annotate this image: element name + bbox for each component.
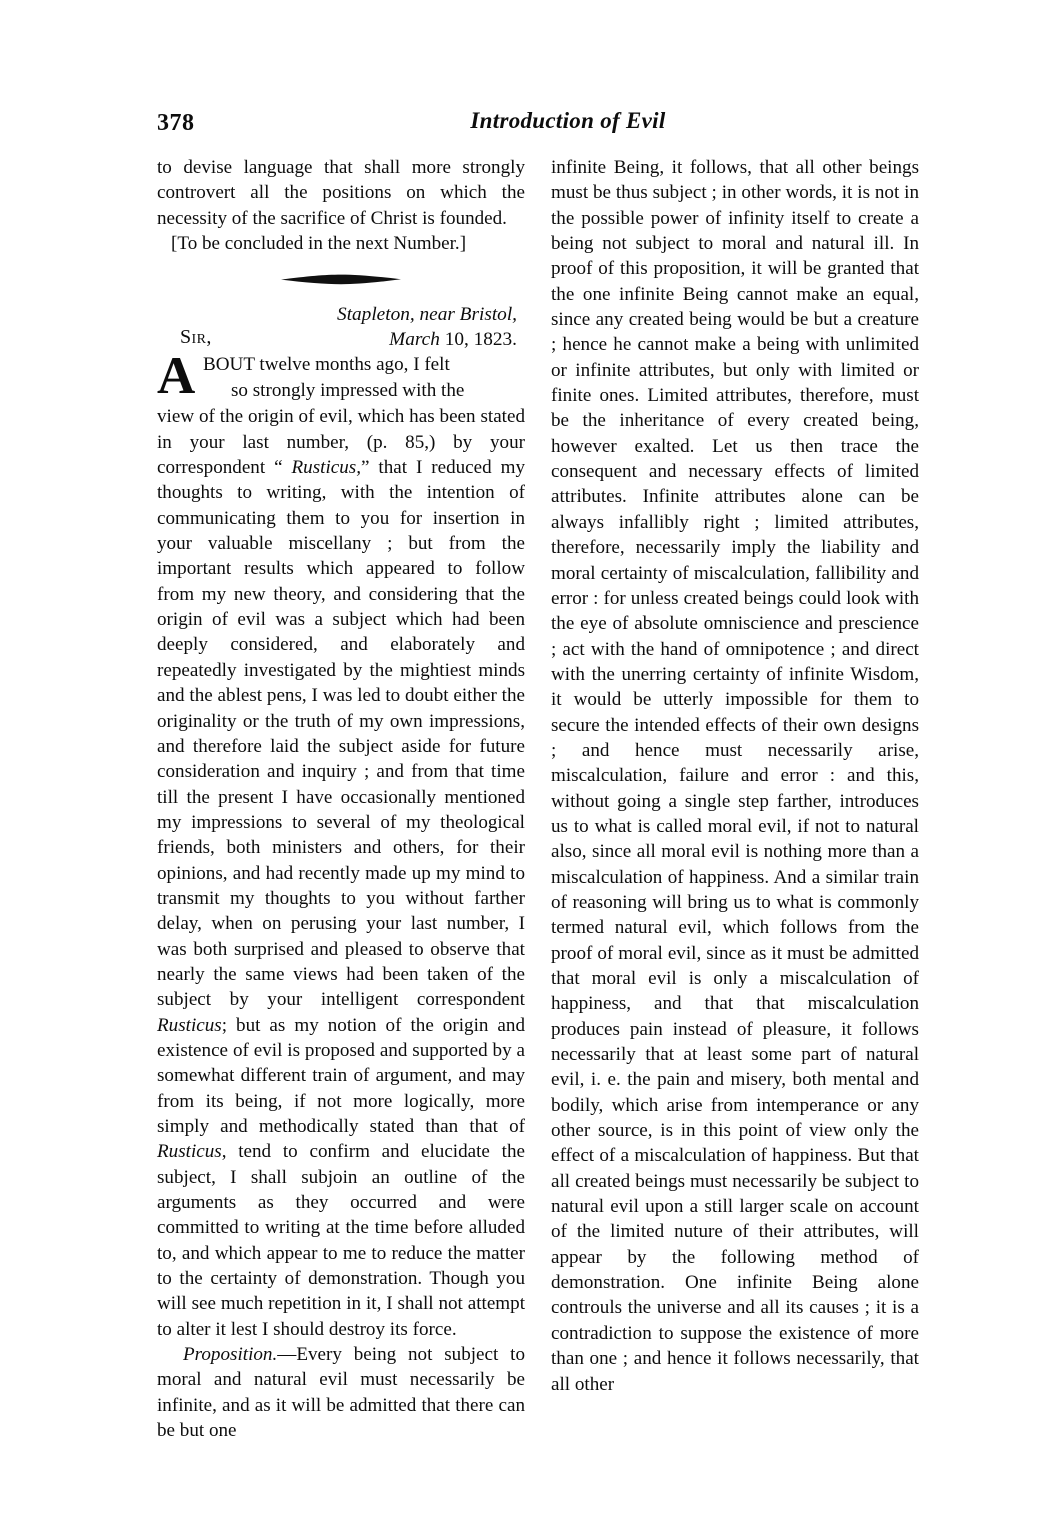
ornamental-divider <box>157 272 525 286</box>
dateline-date-rest: 10, 1823. <box>444 329 517 351</box>
dateline-month: March <box>389 329 440 351</box>
proposition-paragraph <box>157 1342 525 1443</box>
two-column-body <box>157 155 919 1442</box>
continued-paragraph: to devise language that shall more strongly controvert all the positions on which the necessity of the sacrifice of Christ is founded. <box>157 157 525 229</box>
letter-body-segment-3: ; but as my notion of the origin and existence of evil is proposed and supported by a somewhat different train of argument, and may from its being, if not more logically, more simply and methodically stated than that of <box>157 1014 525 1137</box>
cited-name-rusticus-3: Rusticus <box>157 1141 222 1163</box>
editorial-note: [To be concluded in the next Number.] <box>171 233 467 255</box>
ornamental-lens-rule-icon <box>281 274 401 285</box>
column-left <box>157 155 525 1443</box>
opener-line-2: so strongly impressed with the <box>231 379 465 401</box>
letter-opener <box>157 347 525 406</box>
letter-body-segment-2: ” that I reduced my thoughts to writing, with the intention of communicating them to you for insertion in your valuable miscellany ; but from the important results which appeared to follow from my new theory, and considering that the origin of evil was a subject which had been deeply considered, and elaborately and repeatedly investigated by the mightiest minds and the ablest pens, I was led to doubt either the originality or the truth of my own impressions, and therefore laid the subject aside for future consideration and inquiry ; and from that time till the present I have occasionally mentioned my impressions to several of my theological friends, both ministers and others, for their opinions, and had recently made up my mind to transmit my thoughts to you without farther delay, when on perusing your last number, I was both surprised and pleased to observe that nearly the same views had been taken of the subject by your intelligent correspondent <box>157 457 525 1011</box>
cited-name-rusticus-1: Rusticus, <box>291 457 361 479</box>
dateline-place: Stapleton, near Bristol, <box>337 304 517 326</box>
cited-name-rusticus-2: Rusticus <box>157 1014 222 1036</box>
proposition-text: —Every being not subject to moral and natural evil must necessarily be infinite, and as it will be admitted that there can be but one <box>157 1344 525 1442</box>
letter-body-segment-1: view of the origin of evil, which has been stated in your last number, (p. 85,) by your correspondent “ <box>157 406 525 479</box>
drop-cap: A <box>157 347 196 406</box>
letter-body-segment-4: , tend to confirm and elucidate the subject, I shall subjoin an outline of the arguments as they occurred and were committed to writing at the time before alluded to, and which appear to me to reduce the matter to the certainty of demonstration. Though you will see much repetition in it, I shall not attempt to alter it lest I should destroy its force. <box>157 1141 525 1340</box>
opener-line-1: BOUT twelve months ago, I felt <box>203 354 450 376</box>
running-title: Introduction of Evil <box>470 108 666 133</box>
running-head <box>157 108 919 142</box>
proposition-label: Proposition. <box>183 1344 278 1366</box>
right-column-text: infinite Being, it follows, that all other beings must be thus subject ; in other words, it is not in the possible power of infinity itself to create a being not subject to moral and natural ill. In proof of this proposition, it will be granted that the one infinite Being cannot make an equal, since any created being would be but a creature ; hence he cannot make a being with unlimited or infinite attributes, but only with limited or finite ones. Limited attributes, therefore, must be the inheritance of every created being, however exalted. Let us then trace the consequent and necessary effects of limited attributes. Infinite attributes alone can be always infallibly right ; limited attributes, therefore, necessarily imply the liability and moral certainty of miscalculation, fallibility and error : for unless created beings could look with the eye of absolute omniscience and prescience ; act with the hand of omnipotence ; and direct with the unerring certainty of infinite Wisdom, it would be utterly impossible for them to secure the intended effects of their own designs ; and hence must necessarily arise, miscalculation, failure and error : and this, without going a single step farther, introduces us to what is called moral evil, if not to natural also, since all moral evil is nothing more than a miscalculation of happiness. And a similar train of reasoning will bring us to what is commonly termed natural evil, which follows from the proof of moral evil, since as it must be admitted that moral evil is only a miscalculation of happiness, and that that miscalculation produces pain instead of pleasure, it follows necessarily that at least some part of natural evil, i. e. the pain and misery, both mental and bodily, which arise from intemperance or any other source, is in this point of view only the effect of a miscalculation of happiness. But that all created beings must necessarily be subject to natural evil upon a still larger scale on account of the limited nuture of their attributes, will appear by the following method of demonstration. One infinite Being alone controuls the universe and all its causes ; it is a contradiction to suppose the existence of more than one ; and hence it follows necessarily, that all other <box>551 157 919 1395</box>
page-number: 378 <box>157 110 195 136</box>
column-right <box>551 155 919 1397</box>
letter-body <box>157 404 525 1342</box>
salutation: Sir, <box>180 326 212 349</box>
